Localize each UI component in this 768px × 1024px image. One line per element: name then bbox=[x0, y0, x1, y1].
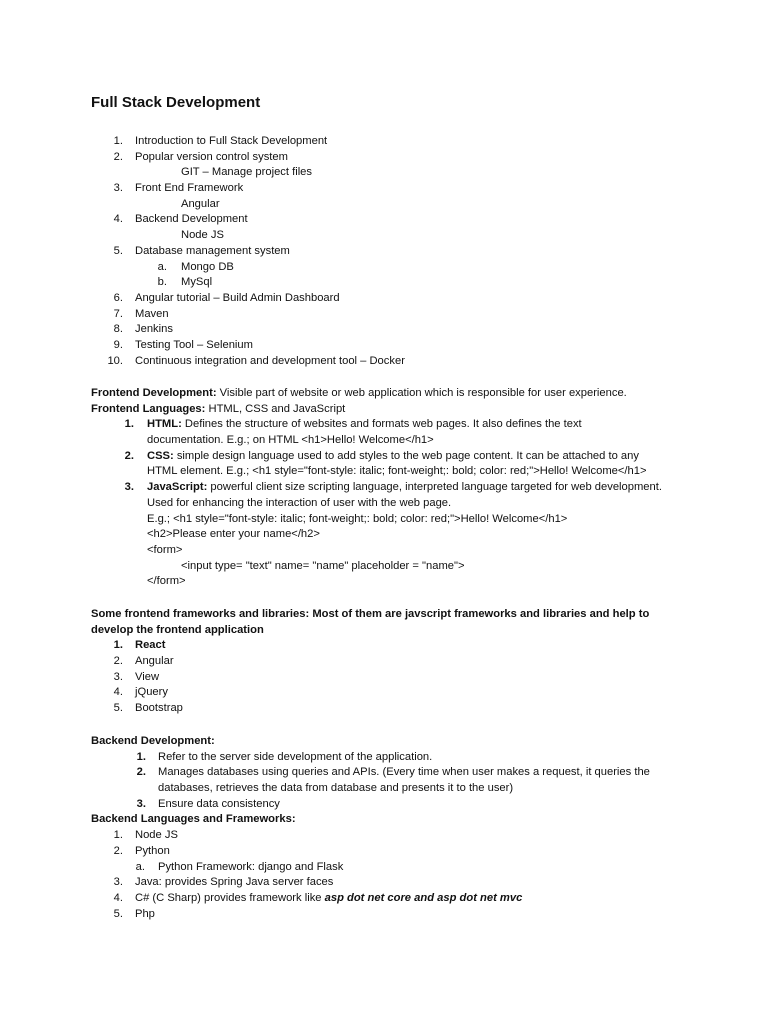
list-item bbox=[0, 907, 768, 923]
list-text: Python bbox=[135, 844, 170, 857]
list-number: 3. bbox=[136, 797, 146, 810]
list-number: a. bbox=[157, 260, 167, 273]
list-number: 1. bbox=[113, 135, 123, 147]
frontend-lang-text: HTML, CSS and JavaScript bbox=[205, 402, 346, 415]
list-text: Php bbox=[135, 907, 155, 920]
item-label: HTML: bbox=[147, 418, 182, 431]
list-text: GIT – Manage project files bbox=[181, 166, 312, 179]
list-text: Angular tutorial – Build Admin Dashboard bbox=[135, 291, 340, 304]
item-label: JavaScript: bbox=[147, 481, 208, 494]
backend-section bbox=[0, 734, 768, 922]
list-item bbox=[0, 875, 768, 891]
list-text: Node JS bbox=[181, 229, 224, 242]
list-item bbox=[0, 150, 768, 166]
frontend-section bbox=[0, 386, 768, 590]
emphasized-text: asp dot net core and asp dot net mvc bbox=[324, 891, 523, 904]
list-number: 4. bbox=[113, 686, 123, 699]
list-number: 10. bbox=[107, 354, 123, 367]
item-text: <form> bbox=[147, 543, 183, 556]
list-item-continuation bbox=[0, 559, 768, 575]
list-number: 1. bbox=[113, 639, 123, 652]
item-label: CSS: bbox=[147, 449, 174, 462]
list-text: View bbox=[135, 670, 160, 683]
frontend-dev-text: Visible part of website or web application which is responsible for user experience. bbox=[216, 387, 627, 399]
list-item bbox=[0, 354, 768, 370]
list-item bbox=[0, 654, 768, 670]
list-number: 7. bbox=[113, 307, 123, 320]
list-number: 2. bbox=[113, 844, 123, 857]
list-item-continuation bbox=[0, 574, 768, 590]
list-item bbox=[0, 244, 768, 260]
list-number: 5. bbox=[113, 907, 123, 920]
list-item bbox=[0, 197, 768, 213]
list-item bbox=[0, 291, 768, 307]
list-item bbox=[0, 701, 768, 717]
item-text: E.g.; <h1 style="font-style: italic; font-weight;: bold; color: red;">Hello! Welcome</h1> bbox=[147, 512, 568, 525]
toc-list bbox=[0, 134, 768, 369]
list-text: Angular bbox=[135, 655, 174, 668]
list-number: 2. bbox=[136, 766, 146, 779]
list-number: b. bbox=[157, 276, 167, 289]
list-item-continuation bbox=[0, 543, 768, 559]
item-text: HTML element. E.g.; <h1 style="font-style: italic; font-weight;: bold; color: red;">Hello! Welcome</h1> bbox=[147, 465, 647, 478]
list-number: 1. bbox=[136, 750, 146, 763]
frameworks-heading bbox=[0, 623, 768, 639]
item-text: </form> bbox=[147, 575, 186, 588]
list-text: Continuous integration and development tool – Docker bbox=[135, 354, 405, 367]
frameworks-heading-line: develop the frontend application bbox=[91, 623, 264, 636]
list-text: Python Framework: django and Flask bbox=[158, 860, 344, 873]
list-item bbox=[0, 181, 768, 197]
list-text: jQuery bbox=[135, 686, 168, 699]
list-item-continuation bbox=[0, 433, 768, 449]
list-item-continuation bbox=[0, 464, 768, 480]
frameworks-section bbox=[0, 607, 768, 717]
list-number: 8. bbox=[113, 323, 123, 336]
list-item bbox=[0, 260, 768, 276]
list-text: Backend Development bbox=[135, 213, 248, 226]
list-text: Database management system bbox=[135, 244, 290, 257]
list-number: 9. bbox=[113, 338, 123, 351]
item-text: <input type= "text" name= "name" placeholder = "name"> bbox=[181, 559, 465, 572]
list-item bbox=[0, 134, 768, 150]
frontend-dev-label: Frontend Development: bbox=[91, 387, 217, 399]
list-text: Mongo DB bbox=[181, 260, 234, 273]
list-item bbox=[0, 860, 768, 876]
list-item bbox=[0, 449, 768, 465]
list-text: Angular bbox=[181, 197, 220, 210]
list-number: 5. bbox=[113, 244, 123, 257]
list-item-continuation bbox=[0, 512, 768, 528]
list-item-continuation bbox=[0, 527, 768, 543]
list-text: Introduction to Full Stack Development bbox=[135, 135, 328, 147]
list-item bbox=[0, 338, 768, 354]
page-title: Full Stack Development bbox=[91, 94, 261, 111]
list-number: 2. bbox=[113, 150, 123, 163]
list-text: Refer to the server side development of the application. bbox=[158, 750, 433, 763]
list-item bbox=[0, 670, 768, 686]
frameworks-heading-line: Some frontend frameworks and libraries: Most of them are javscript frameworks and libraries and help to bbox=[91, 608, 650, 620]
list-item-continuation bbox=[0, 496, 768, 512]
list-item bbox=[0, 638, 768, 654]
list-item bbox=[0, 828, 768, 844]
list-item bbox=[0, 212, 768, 228]
list-item bbox=[0, 750, 768, 766]
list-text: C# (C Sharp) provides framework like bbox=[135, 891, 325, 904]
list-text: Manages databases using queries and APIs. (Every time when user makes a request, it queries the bbox=[158, 766, 650, 779]
list-item bbox=[0, 307, 768, 323]
frontend-dev-paragraph bbox=[0, 386, 768, 402]
list-text: Maven bbox=[135, 307, 169, 320]
item-text: simple design language used to add styles to the web page content. It can be attached to any bbox=[173, 449, 639, 462]
list-number: 3. bbox=[113, 182, 123, 195]
list-number: 5. bbox=[113, 702, 123, 715]
list-number: 6. bbox=[113, 291, 123, 304]
list-number: 4. bbox=[113, 891, 123, 904]
list-number: 1. bbox=[124, 418, 134, 431]
list-text: Ensure data consistency bbox=[158, 797, 280, 810]
list-item bbox=[0, 165, 768, 181]
list-text: MySql bbox=[181, 276, 213, 289]
list-number: 3. bbox=[124, 481, 134, 494]
list-number: 2. bbox=[124, 449, 134, 462]
backend-heading-text: Backend Development: bbox=[91, 735, 215, 747]
list-text: Popular version control system bbox=[135, 150, 288, 163]
backend-lang-heading-text: Backend Languages and Frameworks: bbox=[91, 813, 296, 826]
list-item bbox=[0, 891, 768, 907]
list-item bbox=[0, 797, 768, 813]
list-text: Jenkins bbox=[135, 323, 173, 336]
list-text: Node JS bbox=[135, 829, 178, 842]
list-item bbox=[0, 765, 768, 781]
list-item bbox=[0, 844, 768, 860]
item-text: documentation. E.g.; on HTML <h1>Hello! Welcome</h1> bbox=[147, 434, 434, 447]
backend-lang-heading bbox=[0, 812, 768, 828]
list-number: 2. bbox=[113, 655, 123, 668]
list-item bbox=[0, 322, 768, 338]
list-text: Java: provides Spring Java server faces bbox=[135, 876, 334, 889]
list-number: 3. bbox=[113, 670, 123, 683]
list-number: 4. bbox=[113, 213, 123, 226]
list-item bbox=[0, 685, 768, 701]
list-number: 1. bbox=[113, 829, 123, 842]
list-text: databases, retrieves the data from database and presents it to the user) bbox=[158, 782, 514, 795]
item-text: Used for enhancing the interaction of user with the web page. bbox=[147, 496, 452, 509]
list-item bbox=[0, 228, 768, 244]
item-text: Defines the structure of websites and formats web pages. It also defines the text bbox=[181, 418, 582, 431]
list-item bbox=[0, 417, 768, 433]
frontend-lang-paragraph bbox=[0, 402, 768, 418]
frontend-lang-label: Frontend Languages: bbox=[91, 402, 206, 415]
item-text: <h2>Please enter your name</h2> bbox=[147, 528, 320, 541]
list-text: Testing Tool – Selenium bbox=[135, 338, 253, 351]
list-text: Front End Framework bbox=[135, 182, 244, 195]
list-item bbox=[0, 480, 768, 496]
list-item bbox=[0, 275, 768, 291]
list-number: a. bbox=[135, 860, 145, 873]
item-text: powerful client size scripting language, interpreted language targeted for web development. bbox=[207, 481, 662, 494]
list-text: Bootstrap bbox=[135, 702, 183, 715]
frameworks-heading bbox=[0, 607, 768, 623]
list-number: 3. bbox=[113, 876, 123, 889]
list-text: React bbox=[135, 639, 166, 652]
backend-heading bbox=[0, 734, 768, 750]
list-item-continuation bbox=[0, 781, 768, 797]
